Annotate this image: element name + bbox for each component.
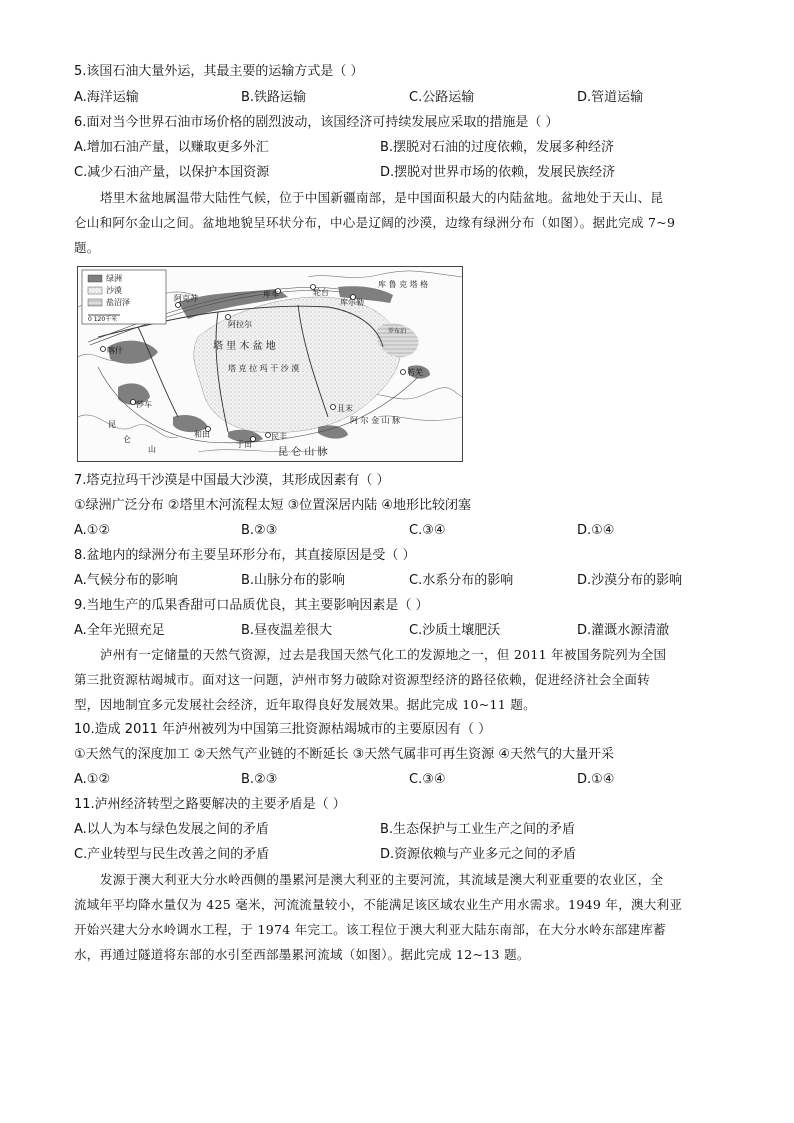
label-akesu: 阿克苏 bbox=[174, 294, 198, 303]
tarim-basin-map bbox=[77, 266, 463, 462]
label-tarim-basin: 塔 里 木 盆 地 bbox=[213, 341, 276, 352]
question-9-option-a[interactable]: A.全年光照充足 bbox=[74, 623, 165, 638]
label-kun: 昆 bbox=[108, 420, 116, 429]
label-luntai: 轮台 bbox=[313, 288, 329, 297]
question-8-stem: 8.盆地内的绿洲分布主要呈环形分布，其直接原因是受（ ） bbox=[74, 548, 416, 563]
label-minfeng: 民丰 bbox=[271, 432, 287, 441]
label-alaer: 阿拉尔 bbox=[228, 320, 252, 329]
label-taklimakan-desert: 塔 克 拉 玛 干 沙 漠 bbox=[228, 364, 300, 373]
question-7-statements: ①绿洲广泛分布 ②塔里木河流程太短 ③位置深居内陆 ④地形比较闭塞 bbox=[74, 498, 472, 513]
question-9-option-d[interactable]: D.灌溉水源清澈 bbox=[577, 623, 670, 638]
label-shan: 山 bbox=[148, 445, 156, 454]
question-5-option-d[interactable]: D.管道运输 bbox=[577, 90, 644, 105]
question-7-option-b[interactable]: B.②③ bbox=[241, 523, 278, 538]
question-6-option-b[interactable]: B.摆脱对石油的过度依赖，发展多种经济 bbox=[380, 140, 615, 155]
label-kuche: 库车 bbox=[263, 290, 279, 299]
question-5-option-c[interactable]: C.公路运输 bbox=[409, 90, 475, 105]
passage-2-line-3: 型，因地制宜多元发展社会经济，近年取得良好发展效果。据此完成 10~11 题。 bbox=[74, 697, 536, 712]
question-9-stem: 9.当地生产的瓜果香甜可口品质优良，其主要影响因素是（ ） bbox=[74, 598, 429, 613]
label-kashi: 喀什 bbox=[107, 346, 123, 355]
question-7-option-a[interactable]: A.①② bbox=[74, 523, 111, 538]
question-10-option-d[interactable]: D.①④ bbox=[577, 772, 615, 787]
question-10-option-a[interactable]: A.①② bbox=[74, 772, 111, 787]
label-luobubo: 罗布泊 bbox=[388, 328, 407, 335]
question-7-option-c[interactable]: C.③④ bbox=[409, 523, 446, 538]
question-6-stem: 6.面对当今世界石油市场价格的剧烈波动，该国经济可持续发展应采取的措施是（ ） bbox=[74, 115, 559, 130]
legend-oasis: 绿洲 bbox=[106, 274, 122, 283]
label-altun-mountains: 阿 尔 金 山 脉 bbox=[350, 416, 401, 425]
question-9-option-c[interactable]: C.沙质土壤肥沃 bbox=[409, 623, 501, 638]
passage-3-line-1: 发源于澳大利亚大分水岭西侧的墨累河是澳大利亚的主要河流，其流域是澳大利亚重要的农业区，全 bbox=[100, 872, 664, 887]
label-kuluke: 库 鲁 克 塔 格 bbox=[378, 280, 429, 289]
question-10-option-b[interactable]: B.②③ bbox=[241, 772, 278, 787]
question-11-option-c[interactable]: C.产业转型与民生改善之间的矛盾 bbox=[74, 847, 270, 862]
question-8-option-a[interactable]: A.气候分布的影响 bbox=[74, 573, 178, 588]
passage-3-line-3: 开始兴建大分水岭调水工程，于 1974 年完工。该工程位于澳大利亚大陆东南部，在大分水岭东部建库蓄 bbox=[74, 922, 666, 937]
label-ruoqiang: 若羌 bbox=[407, 368, 423, 377]
question-11-option-b[interactable]: B.生态保护与工业生产之间的矛盾 bbox=[380, 822, 576, 837]
question-10-statements: ①天然气的深度加工 ②天然气产业链的不断延长 ③天然气属非可再生资源 ④天然气的大量开采 bbox=[74, 747, 615, 762]
question-6-option-a[interactable]: A.增加石油产量，以赚取更多外汇 bbox=[74, 140, 269, 155]
question-5-option-a[interactable]: A.海洋运输 bbox=[74, 90, 139, 105]
question-8-option-c[interactable]: C.水系分布的影响 bbox=[409, 573, 514, 588]
question-9-option-b[interactable]: B.昼夜温差很大 bbox=[241, 623, 333, 638]
passage-2-line-1: 泸州有一定储量的天然气资源，过去是我国天然气化工的发源地之一，但 2011 年被国务院列为全国 bbox=[100, 647, 667, 662]
question-7-stem: 7.塔克拉玛干沙漠是中国最大沙漠，其形成因素有（ ） bbox=[74, 473, 390, 488]
question-8-option-b[interactable]: B.山脉分布的影响 bbox=[241, 573, 346, 588]
label-yutian: 于田 bbox=[236, 440, 252, 449]
passage-3-line-2: 流域年平均降水量仅为 425 毫米，河流流量较小，不能满足该区域农业生产用水需求。1949 年，澳大利亚 bbox=[74, 897, 683, 912]
question-10-option-c[interactable]: C.③④ bbox=[409, 772, 446, 787]
legend-scale: 0 120千米 bbox=[88, 316, 118, 323]
label-lun: 仑 bbox=[123, 435, 131, 444]
question-11-stem: 11.泸州经济转型之路要解决的主要矛盾是（ ） bbox=[74, 797, 346, 812]
question-11-option-d[interactable]: D.资源依赖与产业多元之间的矛盾 bbox=[380, 847, 577, 862]
question-5-option-b[interactable]: B.铁路运输 bbox=[241, 90, 307, 105]
question-11-option-a[interactable]: A.以人为本与绿色发展之间的矛盾 bbox=[74, 822, 269, 837]
label-kuerle: 库尔勒 bbox=[340, 298, 364, 307]
passage-2-line-2: 第三批资源枯竭城市。面对这一问题，泸州市努力破除对资源型经济的路径依赖，促进经济社会全面转 bbox=[74, 672, 651, 687]
legend-salt-marsh: 盐沼泽 bbox=[106, 298, 130, 307]
question-5-stem: 5.该国石油大量外运，其最主要的运输方式是（ ） bbox=[74, 64, 364, 79]
passage-1-line-1: 塔里木盆地属温带大陆性气候，位于中国新疆南部，是中国面积最大的内陆盆地。盆地处于天山、昆 bbox=[100, 190, 664, 205]
question-8-option-d[interactable]: D.沙漠分布的影响 bbox=[577, 573, 683, 588]
passage-3-line-4: 水，再通过隧道将东部的水引至西部墨累河流域（如图）。据此完成 12~13 题。 bbox=[74, 947, 530, 962]
label-shache: 莎车 bbox=[136, 400, 152, 409]
question-6-option-c[interactable]: C.减少石油产量，以保护本国资源 bbox=[74, 165, 270, 180]
question-10-stem: 10.造成 2011 年泸州被列为中国第三批资源枯竭城市的主要原因有（ ） bbox=[74, 722, 492, 737]
question-7-option-d[interactable]: D.①④ bbox=[577, 523, 615, 538]
map-legend bbox=[82, 270, 166, 324]
question-6-option-d[interactable]: D.摆脱对世界市场的依赖，发展民族经济 bbox=[380, 165, 616, 180]
label-qiemo: 且末 bbox=[337, 404, 353, 413]
label-kunlun-mountains: 昆 仑 山 脉 bbox=[278, 447, 328, 458]
passage-1-line-2: 仑山和阿尔金山之间。盆地地貌呈环状分布，中心是辽阔的沙漠，边缘有绿洲分布（如图）。据此完成 7~9 bbox=[74, 215, 676, 230]
legend-desert: 沙漠 bbox=[106, 286, 122, 295]
label-hetian: 和田 bbox=[194, 430, 210, 439]
passage-1-line-3: 题。 bbox=[74, 240, 100, 255]
